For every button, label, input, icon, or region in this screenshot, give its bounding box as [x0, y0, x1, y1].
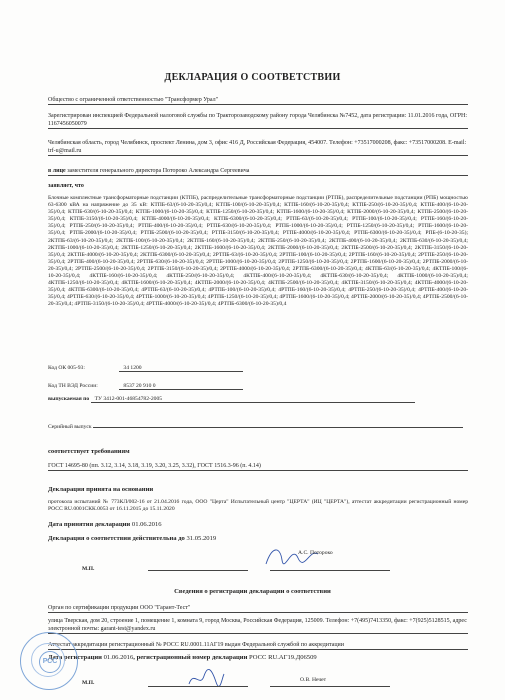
applicant-registration-block [48, 112, 468, 129]
serial-label: Серийный выпуск [48, 424, 92, 430]
signature-1-name: А.С. Потороко [298, 550, 333, 556]
serial-row [48, 424, 468, 430]
accepted-date-value: 01.06.2016 [131, 521, 162, 528]
tu-label: выпускаемая по [48, 396, 90, 402]
registration-accreditation-block [48, 641, 468, 650]
accepted-date-label: Дата принятия декларации [48, 521, 131, 528]
registration-date-row: Дата регистрации 01.06.2016, регистрационный номер декларации РОСС RU.АГ19.Д06509 [48, 654, 317, 661]
signature-2-name: О.В. Нечет [300, 677, 327, 683]
ok-code-value: 34 1200 [119, 365, 243, 372]
ok-code-label: Код ОК 005-93: [48, 365, 85, 371]
person-label: в лице [48, 168, 66, 174]
accepted-date-row [48, 521, 162, 528]
tn-code-label: Код ТН ВЭД России: [48, 383, 98, 389]
applicant-person: заместителя генерального директора Потороко Александра Сергеевича [67, 168, 250, 174]
basis-heading: Декларация принята на основании [48, 486, 154, 493]
applicant-address: Челябинская область, город Челябинск, проспект Ленина, дом 3, офис 416 Д, Российская Федерация, 454007. Телефон: +73517000208, факс: +73517000208. E-mail: trf-u@mail.ru [48, 140, 467, 154]
product-description: Блочные комплектные трансформаторные подстанции (КТПБ), распределительные трансформаторные подстанции (РТПБ), распределительные подстанции (РПБ) мощностью 63-6300 кВА на напряжение до 35 кВ: КТПБ-63/(6-10-20-35)/0,4; КТПБ-100/(6-10-20-35)/0,4; КТПБ-160/(6-10-20-35)/0,4; КТПБ-250/(6-10-20-35)/0,4; КТПБ-400/(6-10-20-35)/0,4; КТПБ-630/(6-10-20-35)/0,4; КТПБ-1000/(6-10-20-35)/0,4; КТПБ-1250/(6-10-20-35)/0,4; КТПБ-1600/(6-10-20-35)/0,4; КТПБ-2000/(6-10-20-35)/0,4; КТПБ-2500/(6-10-20-35)/0,4; КТПБ-3150/(6-10-20-35)/0,4; КТПБ-4000/(6-10-20-35)/0,4; КТПБ-6300/(6-10-20-35)/0,4; РТПБ-63/(6-10-20-35)/0,4; РТПБ-100/(6-10-20-35)/0,4; РТПБ-160/(6-10-20-35)/0,4; РТПБ-250/(6-10-20-35)/0,4; РТПБ-400/(6-10-20-35)/0,4; РТПБ-630/(6-10-20-35)/0,4; РТПБ-1000/(6-10-20-35)/0,4; РТПБ-1250/(6-10-20-35)/0,4; РТПБ-1600/(6-10-20-35)/0,4; РТПБ-2000/(6-10-20-35)/0,4; РТПБ-2500/(6-10-20-35)/0,4; РТПБ-3150/(6-10-20-35)/0,4; РТПБ-4000/(6-10-20-35)/0,4; РТПБ-6300/(6-10-20-35)/0,4; РПБ-(6-10-20-35); 2КТПБ-63/(6-10-20-35)/0,4; 2КТПБ-100/(6-10-20-35)/0,4; 2КТПБ-160/(6-10-20-35)/0,4; 2КТПБ-250/(6-10-20-35)/0,4; 2КТПБ-400/(6-10-20-35)/0,4; 2КТПБ-630/(6-10-20-35)/0,4; 2КТПБ-1000/(6-10-20-35)/0,4; 2КТПБ-1250/(6-10-20-35)/0,4; 2КТПБ-1600/(6-10-20-35)/0,4; 2КТПБ-2000/(6-10-20-35)/0,4; 2КТПБ-2500/(6-10-20-35)/0,4; 2КТПБ-3150/(6-10-20-35)/0,4; 2КТПБ-4000/(6-10-20-35)/0,4; 2КТПБ-6300/(6-10-20-35)/0,4; 2РТПБ-63/(6-10-20-35)/0,4; 2РТПБ-100/(6-10-20-35)/0,4; 2РТПБ-160/(6-10-20-35)/0,4; 2РТПБ-250/(6-10-20-35)/0,4; 2РТПБ-400/(6-10-20-35)/0,4; 2РТПБ-630/(6-10-20-35)/0,4; 2РТПБ-1000/(6-10-20-35)/0,4; 2РТПБ-1250/(6-10-20-35)/0,4; 2РТПБ-1600/(6-10-20-35)/0,4; 2РТПБ-2000/(6-10-20-35)/0,4; 2РТПБ-2500/(6-10-20-35)/0,4; 2РТПБ-3150/(6-10-20-35)/0,4; 2РТПБ-4000/(6-10-20-35)/0,4; 2РТПБ-6300/(6-10-20-35)/0,4; 4КТПБ-63/(6-10-20-35)/0,4; 4КТПБ-100/(6-10-20-35)/0,4; 4КТПБ-160/(6-10-20-35)/0,4; 4КТПБ-250/(6-10-20-35)/0,4; 4КТПБ-400/(6-10-20-35)/0,4; 4КТПБ-630/(6-10-20-35)/0,4; 4КТПБ-1000/(6-10-20-35)/0,4; 4КТПБ-1250/(6-10-20-35)/0,4; 4КТПБ-1600/(6-10-20-35)/0,4; 4КТПБ-2000/(6-10-20-35)/0,4; 4КТПБ-2500/(6-10-20-35)/0,4; 4КТПБ-3150/(6-10-20-35)/0,4; 4КТПБ-4000/(6-10-20-35)/0,4; 4КТПБ-6300/(6-10-20-35)/0,4; 4РТПБ-63/(6-10-20-35)/0,4; 4РТПБ-100/(6-10-20-35)/0,4; 4РТПБ-160/(6-10-20-35)/0,4; 4РТПБ-250/(6-10-20-35)/0,4; 4РТПБ-400/(6-10-20-35)/0,4; 4РТПБ-630/(6-10-20-35)/0,4; 4РТПБ-1000/(6-10-20-35)/0,4; 4РТПБ-1250/(6-10-20-35)/0,4; 4РТПБ-1600/(6-10-20-35)/0,4; 4РТПБ-2000/(6-10-20-35)/0,4; 4РТПБ-2500/(6-10-20-35)/0,4; 4РТПБ-3150/(6-10-20-35)/0,4; 4РТПБ-4000/(6-10-20-35)/0,4; 4РТПБ-6300/(6-10-20-35)/0,4 [48, 195, 468, 308]
registration-heading: Сведения о регистрации декларации о соответствии [174, 588, 331, 595]
requirements-heading: соответствует требованиям [48, 448, 130, 455]
basis-text: протокола испытаний № 773КЛ/002-16 от 21.04.2016 года, ООО "Церта" Испытательный центр "ЦЕРТА" (ИЦ "ЦЕРТА"), аттестат аккредитации регистрационный номер РОСС RU.0001СКК.0053 от 16.11.2015 до 15.11.2020 [48, 499, 468, 513]
tu-value: ТУ 3412-001-46854782-2005 [91, 396, 415, 403]
registration-accreditation: Аттестат аккредитации регистрационный № РОСС RU.0001.11АГ19 выдан Федеральной службой по аккредитации [48, 641, 468, 650]
requirements-text: ГОСТ 14695-80 (пп. 3.12, 3.14, 3.18, 3.19, 3.20, 3.25, 3.32), ГОСТ 1516.3-96 (п. 4.14) [48, 462, 468, 471]
requirements-block [48, 462, 468, 471]
registration-date-label: Дата регистрации [48, 654, 102, 661]
signature-2-mp: М.П. [82, 680, 95, 686]
pcc-logo-icon: РСС [39, 651, 61, 673]
applicant-name: Общество с ограниченной ответственностью "Трансформер Урал" [48, 96, 468, 105]
registration-number-label: регистрационный номер декларации [136, 654, 248, 661]
valid-date-value: 31.05.2019 [186, 535, 217, 542]
registration-address-block [48, 617, 468, 634]
registration-organ: Орган по сертификации продукции ООО "Гарант-Тест" [48, 604, 468, 613]
registration-number-value: РОСС RU.АГ19.Д06509 [249, 654, 317, 661]
registration-stamp [20, 632, 78, 690]
valid-date-row [48, 535, 216, 542]
valid-date-label: Декларация о соответствии действительна до [48, 535, 185, 542]
applicant-person-block [48, 167, 468, 176]
tn-code-value: 8537 20 910 0 [119, 383, 243, 390]
tn-code-row [48, 383, 243, 390]
tu-row [48, 396, 468, 403]
document-title: ДЕКЛАРАЦИЯ О СООТВЕТСТВИИ [164, 72, 341, 83]
applicant-address-block [48, 139, 468, 156]
registration-organ-block [48, 604, 468, 613]
registration-address: улица Тверская, дом 20, строение 1, помещение 1, комната 9, город Москва, Российская Федерация, 125009. Телефон: +7(495)7413350, факс: +7(925)5128515, адрес электронной почты: garant-test@yandex.ru [48, 618, 467, 632]
applicant-registration: Зарегистрирован инспекцией Федеральной налоговой службы по Тракторозаводскому району города Челябинска №7452, дата регистрации: 11.01.2016 года, ОГРН: 1167456050079 [48, 113, 468, 127]
applicant-name-block [48, 96, 468, 105]
ok-code-row [48, 365, 243, 372]
declares-label: заявляет, что [48, 183, 84, 189]
registration-date-value: 01.06.2016 [103, 654, 134, 661]
signature-1-mp: М.П. [82, 566, 95, 572]
signature-1-scribble [262, 542, 322, 570]
